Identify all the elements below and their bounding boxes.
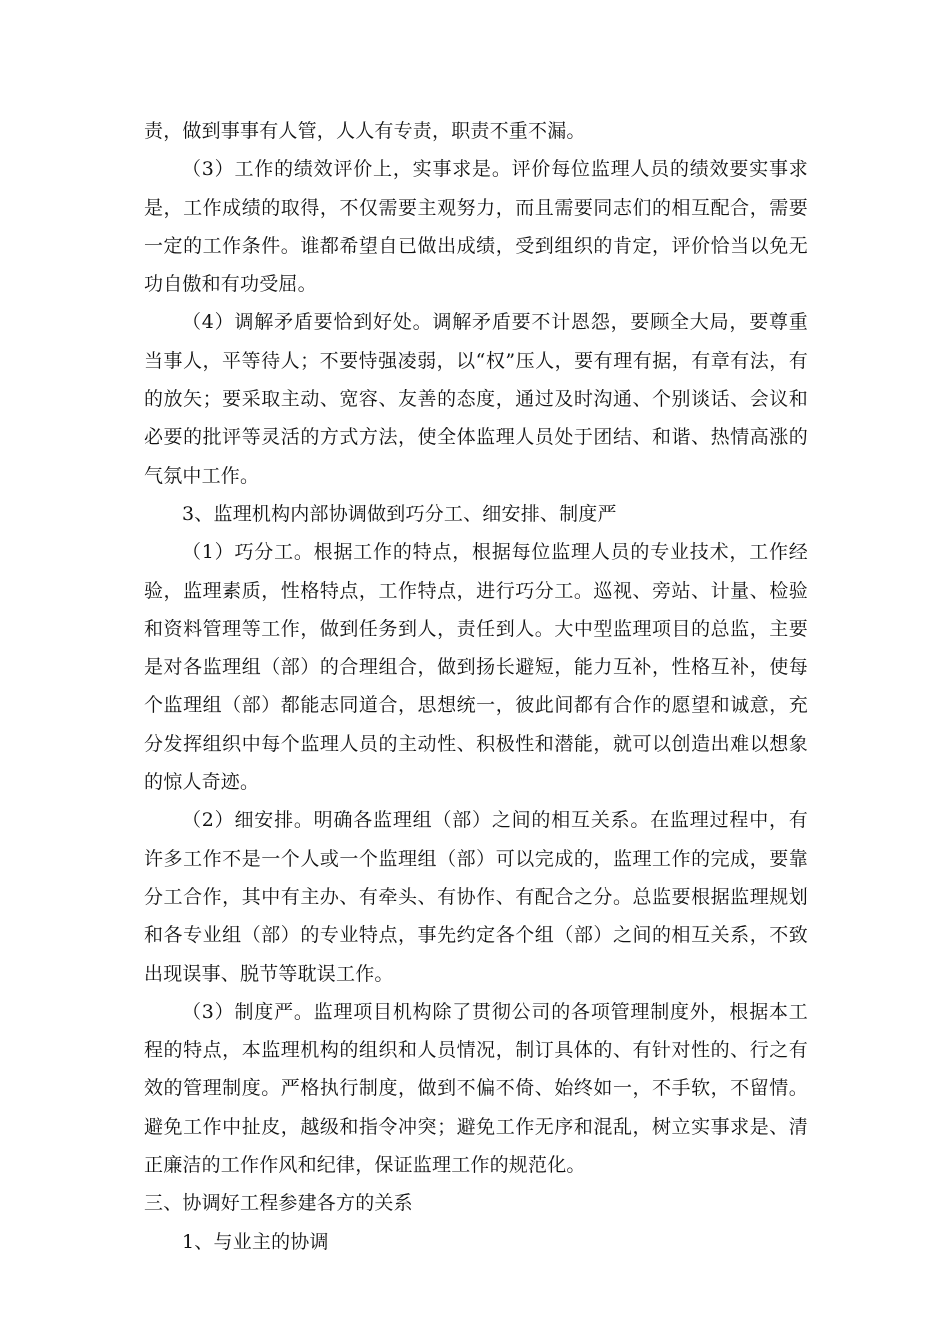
chapter-heading-stakeholder-coordination: 三、协调好工程参建各方的关系 — [144, 1192, 413, 1215]
section-heading-internal-coordination: 3、监理机构内部协调做到巧分工、细安排、制度严 — [182, 502, 617, 525]
paragraph-continuation: 责，做到事事有人管，人人有专责，职责不重不漏。 — [144, 120, 586, 142]
paragraph-strict-rules: （3）制度严。监理项目机构除了贯彻公司的各项管理制度外，根据本工程的特点，本监理机构的组织和人员情况，制订具体的、有针对性的、行之有效的管理制度。严格执行制度，做到不偏不倚、始终如一，不手软，不留情。避免工作中扯皮，越级和指令冲突；避免工作无序和混乱，树立实事求是、清正廉洁的工作作风和纪律，保证监理工作的规范化。 — [144, 1000, 808, 1177]
paragraph-division-of-labor: （1）巧分工。根据工作的特点，根据每位监理人员的专业技术，工作经验，监理素质，性格特点，工作特点，进行巧分工。巡视、旁站、计量、检验和资料管理等工作，做到任务到人，责任到人。大中型监理项目的总监，主要是对各监理组（部）的合理组合，做到扬长避短，能力互补，性格互补，使每个监理组（部）都能志同道合，思想统一，彼此间都有合作的愿望和诚意，充分发挥组织中每个监理人员的主动性、积极性和潜能，就可以创造出难以想象的惊人奇迹。 — [144, 541, 808, 794]
paragraph-conflict-mediation: （4）调解矛盾要恰到好处。调解矛盾要不计恩怨，要顾全大局，要尊重当事人，平等待人；不要恃强凌弱，以“权”压人，要有理有据，有章有法，有的放矢；要采取主动、宽容、友善的态度，通过及时沟通、个别谈话、会议和必要的批评等灵活的方式方法，使全体监理人员处于团结、和谐、热情高涨的气氛中工作。 — [144, 311, 808, 487]
document-page — [144, 112, 808, 1261]
paragraph-performance-evaluation: （3）工作的绩效评价上，实事求是。评价每位监理人员的绩效要实事求是，工作成绩的取得，不仅需要主观努力，而且需要同志们的相互配合，需要一定的工作条件。谁都希望自已做出成绩，受到组织的肯定，评价恰当以免无功自傲和有功受屈。 — [144, 158, 808, 296]
paragraph-detailed-arrangement: （2）细安排。明确各监理组（部）之间的相互关系。在监理过程中，有许多工作不是一个人或一个监理组（部）可以完成的，监理工作的完成，要靠分工合作，其中有主办、有牵头、有协作、有配合之分。总监要根据监理规划和各专业组（部）的专业特点，事先约定各个组（部）之间的相互关系，不致出现误事、脱节等耽误工作。 — [144, 809, 808, 985]
subsection-heading-owner-coordination: 1、与业主的协调 — [182, 1230, 329, 1253]
